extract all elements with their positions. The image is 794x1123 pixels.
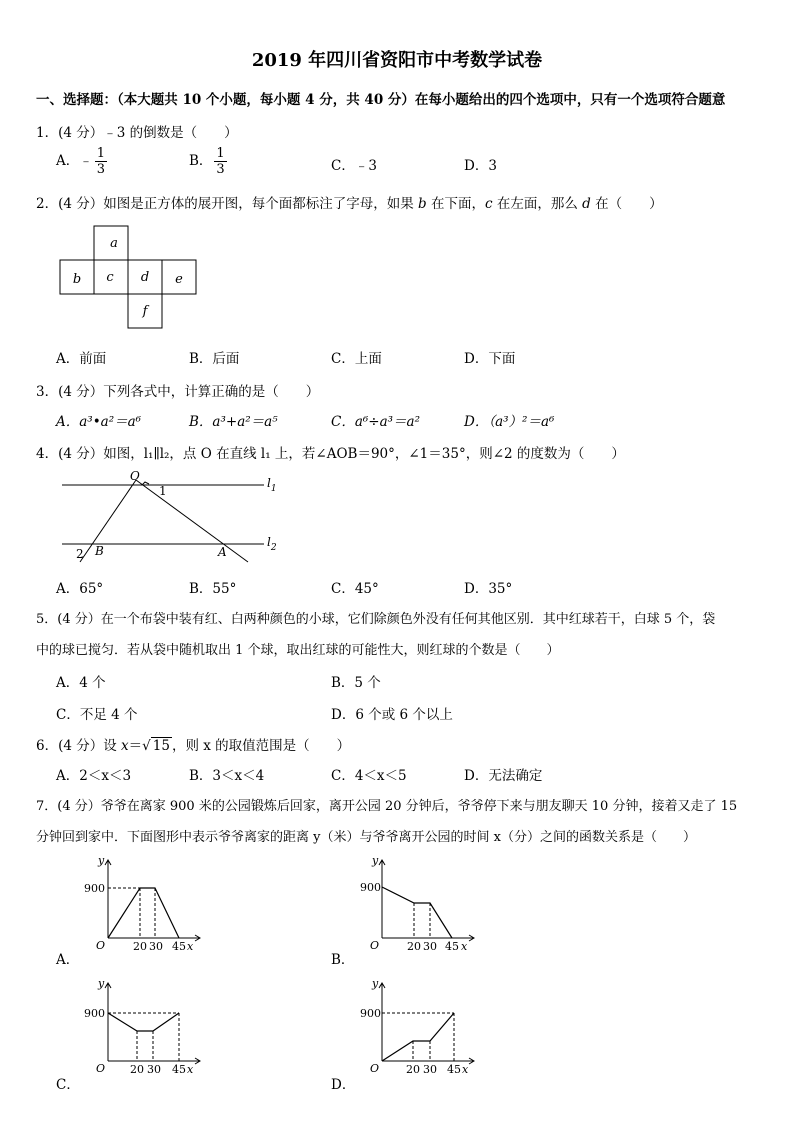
q2-stem-text: 在下面， bbox=[426, 196, 485, 212]
fraction-numerator: 1 bbox=[96, 146, 106, 161]
label-a: A bbox=[218, 545, 227, 559]
q3-option-b: B．a³+a²＝a⁵ bbox=[189, 414, 278, 430]
label-x: x bbox=[461, 940, 468, 952]
label-45: 45 bbox=[447, 1063, 461, 1076]
q2-stem-text: 2．(4 分）如图是正方体的展开图，每个面都标注了字母，如果 bbox=[36, 196, 419, 212]
q5-option-d: D．6 个或 6 个以上 bbox=[331, 707, 453, 723]
label-angle-2: 2 bbox=[76, 547, 84, 561]
label-origin: O bbox=[370, 1062, 380, 1075]
net-label-d: d bbox=[140, 270, 150, 285]
q5-option-a: A．4 个 bbox=[56, 675, 106, 691]
label-45: 45 bbox=[172, 940, 186, 952]
page-title: 2019 年四川省资阳市中考数学试卷 bbox=[251, 50, 543, 71]
q1-stem: 1．(4 分）﹣3 的倒数是（ ） bbox=[36, 125, 238, 141]
label-x: x bbox=[187, 1063, 194, 1076]
q1-option-a bbox=[56, 147, 107, 176]
q6-option-d: D．无法确定 bbox=[464, 768, 543, 784]
label-30: 30 bbox=[423, 1063, 437, 1076]
q6-stem bbox=[36, 734, 350, 754]
label-900: 900 bbox=[84, 1007, 105, 1020]
q2-stem bbox=[36, 192, 663, 212]
graph-c bbox=[76, 977, 206, 1077]
graph-line bbox=[382, 887, 452, 938]
label-o: O bbox=[130, 470, 140, 483]
label-y: y bbox=[372, 977, 379, 990]
section-heading: 一、选择题：（本大题共 10 个小题，每小题 4 分，共 40 分）在每小题给出的四个选项中，只有一个选项符合题意 bbox=[36, 92, 726, 108]
q2-var-d: d bbox=[582, 196, 591, 212]
q2-var-c: c bbox=[484, 196, 493, 212]
label-900: 900 bbox=[360, 1007, 381, 1020]
l2-sub: 2 bbox=[270, 543, 277, 553]
q2-option-b: B．后面 bbox=[189, 351, 240, 367]
label-20: 20 bbox=[130, 1063, 144, 1076]
q3-option-a: A．a³•a²＝a⁶ bbox=[56, 414, 142, 430]
q2-stem-text: 在左面，那么 bbox=[492, 196, 583, 212]
q6-equals: ＝ bbox=[128, 738, 143, 754]
q2-var-b: b bbox=[418, 196, 427, 212]
q4-option-d: D．35° bbox=[464, 581, 513, 597]
q1-option-b-fraction bbox=[214, 147, 226, 176]
q5-stem-line1: 5．(4 分）在一个布袋中装有红、白两种颜色的小球，它们除颜色外没有任何其他区别．其中红球若干，白球 5 个，袋 bbox=[36, 612, 716, 627]
label-45: 45 bbox=[445, 940, 459, 952]
q5-stem-line2: 中的球已搅匀．若从袋中随机取出 1 个球，取出红球的可能性大，则红球的个数是（ ） bbox=[36, 643, 560, 658]
q7-option-a: A． bbox=[56, 952, 80, 968]
q1-option-a-label: A．﹣ bbox=[56, 153, 93, 169]
q7-option-b: B． bbox=[331, 952, 355, 968]
q7-option-c: C． bbox=[56, 1077, 80, 1093]
graph-d bbox=[352, 977, 482, 1077]
net-label-a: a bbox=[110, 236, 118, 251]
sqrt-radicand: 15 bbox=[152, 738, 170, 754]
q6-stem-text: 6．(4 分）设 bbox=[36, 738, 122, 754]
net-label-f: f bbox=[142, 304, 148, 319]
q6-var-x: x bbox=[121, 738, 129, 754]
label-x: x bbox=[462, 1063, 469, 1076]
label-900: 900 bbox=[84, 882, 105, 895]
graph-line bbox=[108, 888, 179, 938]
q5-option-c: C．不足 4 个 bbox=[56, 707, 138, 723]
label-30: 30 bbox=[147, 1063, 161, 1076]
q1-option-d: D．3 bbox=[464, 158, 497, 174]
fraction-denominator: 3 bbox=[96, 162, 106, 177]
q6-option-b: B．3＜x＜4 bbox=[189, 768, 265, 784]
net-label-b: b bbox=[72, 272, 82, 287]
q1-option-b bbox=[189, 147, 227, 176]
label-30: 30 bbox=[423, 940, 437, 952]
q6-stem-text: ，则 x 的取值范围是（ ） bbox=[171, 738, 351, 754]
q5-option-b: B．5 个 bbox=[331, 675, 381, 691]
net-label-e: e bbox=[175, 272, 183, 287]
label-20: 20 bbox=[133, 940, 147, 952]
fraction-denominator: 3 bbox=[216, 162, 225, 177]
label-angle-1: 1 bbox=[159, 484, 167, 498]
label-30: 30 bbox=[149, 940, 163, 952]
label-b: B bbox=[95, 544, 104, 558]
q2-option-a: A．前面 bbox=[56, 351, 107, 367]
net-label-c: c bbox=[106, 270, 114, 285]
l1-sub: 1 bbox=[270, 484, 277, 494]
graph-a bbox=[76, 852, 206, 952]
q3-option-d: D．（a³）²＝a⁶ bbox=[464, 414, 555, 430]
graph-b bbox=[352, 852, 482, 952]
label-l1 bbox=[267, 476, 277, 494]
label-20: 20 bbox=[407, 940, 421, 952]
q1-option-b-label: B． bbox=[189, 153, 213, 169]
q6-option-a: A．2＜x＜3 bbox=[56, 768, 132, 784]
label-l2 bbox=[267, 535, 277, 553]
label-y: y bbox=[98, 977, 105, 990]
label-900: 900 bbox=[360, 881, 381, 894]
l2-text: l bbox=[267, 535, 271, 549]
label-origin: O bbox=[96, 1062, 106, 1075]
label-origin: O bbox=[96, 939, 106, 952]
cube-net-figure bbox=[58, 224, 200, 330]
q3-stem: 3．(4 分）下列各式中，计算正确的是（ ） bbox=[36, 384, 320, 400]
graph-line bbox=[108, 1013, 179, 1031]
fraction-numerator: 1 bbox=[216, 146, 225, 161]
q1-option-c: C．﹣3 bbox=[331, 158, 377, 174]
label-y: y bbox=[372, 854, 379, 867]
l1-text: l bbox=[267, 476, 271, 490]
q2-option-d: D．下面 bbox=[464, 351, 516, 367]
q7-stem-line1: 7．(4 分）爷爷在离家 900 米的公园锻炼后回家，离开公园 20 分钟后，爷爷停下来与朋友聊天 10 分钟，接着又走了 15 bbox=[36, 799, 738, 814]
segment-oa bbox=[136, 480, 248, 562]
q4-option-a: A．65° bbox=[56, 581, 104, 597]
q2-stem-text: 在（ ） bbox=[590, 196, 663, 212]
label-x: x bbox=[187, 940, 194, 952]
q6-option-c: C．4＜x＜5 bbox=[331, 768, 407, 784]
sqrt-sign: √ bbox=[142, 738, 151, 754]
q3-option-c: C．a⁶÷a³＝a² bbox=[331, 414, 421, 430]
graph-line bbox=[382, 1013, 454, 1061]
label-45: 45 bbox=[172, 1063, 186, 1076]
q4-option-c: C．45° bbox=[331, 581, 379, 597]
segment-ob bbox=[80, 480, 136, 562]
label-y: y bbox=[98, 854, 105, 867]
label-origin: O bbox=[370, 939, 380, 952]
q1-option-a-fraction bbox=[95, 147, 107, 176]
q4-option-b: B．55° bbox=[189, 581, 237, 597]
q7-option-d: D． bbox=[331, 1077, 356, 1093]
q4-stem: 4．(4 分）如图，l₁∥l₂，点 O 在直线 l₁ 上，若∠AOB＝90°，∠1＝35°，则∠2 的度数为（ ） bbox=[36, 446, 625, 462]
label-20: 20 bbox=[406, 1063, 420, 1076]
parallel-lines-figure bbox=[58, 470, 288, 566]
q7-stem-line2: 分钟回到家中．下面图形中表示爷爷离家的距离 y（米）与爷爷离开公园的时间 x（分）之间的函数关系是（ ） bbox=[36, 830, 696, 845]
q2-option-c: C．上面 bbox=[331, 351, 382, 367]
